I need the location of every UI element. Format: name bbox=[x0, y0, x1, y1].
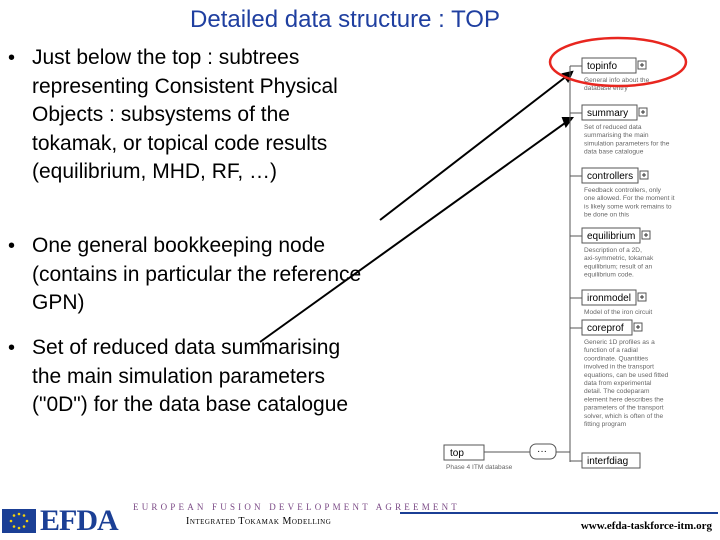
schema-node-desc: summarising the main bbox=[584, 132, 649, 140]
footer bbox=[0, 500, 720, 540]
schema-node-label: equilibrium bbox=[587, 231, 636, 242]
schema-node-desc: Generic 1D profiles as a bbox=[584, 339, 655, 346]
schema-node-desc: is likely some work remains to bbox=[584, 203, 672, 211]
bullet-marker: • bbox=[8, 235, 16, 257]
sequence-connector-icon bbox=[530, 444, 556, 459]
schema-node-desc: involved in the transport bbox=[584, 363, 655, 371]
arrow-to-summary bbox=[260, 118, 572, 342]
schema-node-desc: fitting program bbox=[584, 421, 627, 428]
schema-node-desc: simulation parameters for the bbox=[584, 140, 670, 148]
root-node[interactable] bbox=[444, 445, 513, 471]
schema-node-desc: element here describes the bbox=[584, 396, 664, 404]
schema-node-desc: equations, can be used fitted bbox=[584, 371, 669, 379]
schema-node-desc: data base catalogue bbox=[584, 148, 644, 156]
slide-title: Detailed data structure : TOP bbox=[190, 6, 500, 33]
schema-node-label: summary bbox=[587, 108, 629, 119]
svg-text:···: ··· bbox=[537, 446, 547, 457]
schema-node-desc: Set of reduced data bbox=[584, 124, 642, 131]
schema-node-label: topinfo bbox=[587, 61, 618, 72]
schema-node-desc: Feedback controllers, only bbox=[584, 187, 661, 194]
schema-node-desc: solver, which is often of the bbox=[584, 412, 664, 420]
schema-node-desc: Description of a 2D, bbox=[584, 247, 642, 254]
schema-node-coreprof[interactable] bbox=[570, 320, 669, 428]
bullet-marker: • bbox=[8, 337, 16, 359]
bullet-text: One general bookkeeping node (contains in particular the reference GPN) bbox=[32, 234, 362, 314]
pointer-arrows bbox=[260, 72, 572, 342]
program-text: Integrated Tokamak Modelling bbox=[186, 516, 332, 527]
efda-logo bbox=[2, 504, 118, 538]
eu-flag-icon bbox=[2, 509, 36, 533]
schema-node-interfdiag[interactable] bbox=[570, 453, 640, 468]
expand-icon[interactable] bbox=[640, 171, 648, 179]
schema-node-desc: parameters of the transport bbox=[584, 404, 664, 412]
schema-node-desc: one allowed. For the moment it bbox=[584, 195, 675, 203]
bullet-marker: • bbox=[8, 47, 16, 69]
schema-node-desc: axi-symmetric, tokamak bbox=[584, 255, 654, 263]
arrow-to-topinfo bbox=[380, 72, 572, 220]
expand-icon[interactable] bbox=[634, 323, 642, 331]
schema-node-desc: coordinate. Quantities bbox=[584, 355, 649, 363]
schema-node-desc: data from experimental bbox=[584, 380, 652, 387]
footer-url[interactable]: www.efda-taskforce-itm.org bbox=[580, 520, 712, 532]
schema-node-desc: detail. The codeparam bbox=[584, 388, 650, 396]
schema-node-label: coreprof bbox=[587, 323, 624, 334]
schema-node-label: interfdiag bbox=[587, 456, 629, 467]
bullet-text: Just below the top : subtrees representing Consistent Physical Objects : subsystems of the tokamak, or topical code results (equilibrium, MHD, RF, …) bbox=[32, 46, 338, 183]
schema-node-desc: function of a radial bbox=[584, 347, 638, 355]
root-node-label: top bbox=[450, 448, 464, 459]
arrowhead-icon bbox=[563, 118, 572, 126]
bullet-text: Set of reduced data summarising the main simulation parameters ("0D") for the data base catalogue bbox=[32, 336, 349, 416]
schema-node-controllers[interactable] bbox=[570, 168, 675, 219]
agreement-text: EUROPEAN FUSION DEVELOPMENT AGREEMENT bbox=[133, 502, 460, 512]
expand-icon[interactable] bbox=[638, 61, 646, 69]
root-node-desc: Phase 4 ITM database bbox=[446, 464, 513, 471]
schema-node-desc: equilibrium code. bbox=[584, 271, 634, 279]
schema-node-desc: equilibrium; result of an bbox=[584, 263, 653, 271]
footer-divider bbox=[400, 512, 718, 514]
schema-node-desc: database entry bbox=[584, 85, 628, 93]
logo-text: EFDA bbox=[40, 504, 118, 537]
schema-node-desc: be done on this bbox=[584, 211, 630, 219]
schema-node-desc: Model of the iron circuit bbox=[584, 309, 653, 316]
expand-icon[interactable] bbox=[639, 108, 647, 116]
expand-icon[interactable] bbox=[642, 231, 650, 239]
schema-node-equilibrium[interactable] bbox=[570, 228, 654, 279]
schema-node-desc: General info about the bbox=[584, 77, 650, 84]
schema-node-label: controllers bbox=[587, 171, 634, 182]
expand-icon[interactable] bbox=[638, 293, 646, 301]
schema-node-ironmodel[interactable] bbox=[570, 290, 652, 316]
schema-node-label: ironmodel bbox=[587, 293, 631, 304]
schema-node-summary[interactable] bbox=[570, 105, 670, 156]
